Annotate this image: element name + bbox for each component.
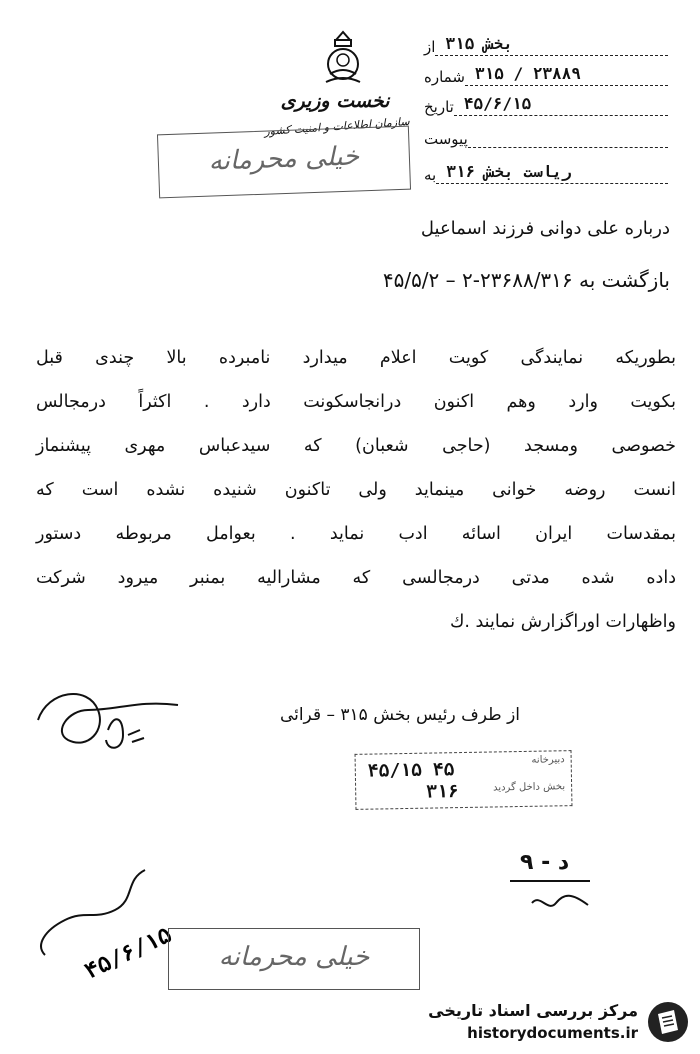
letter-body xyxy=(36,336,676,644)
reference-label: بازگشت به xyxy=(579,268,670,292)
reference-line xyxy=(383,268,670,292)
subject-line xyxy=(421,218,670,239)
from-value: بخش ۳۱۵ xyxy=(445,34,513,53)
margin-scribble xyxy=(530,893,590,913)
date-label: تاریخ xyxy=(424,98,454,116)
received-stamp-line1: دبیرخانه xyxy=(531,754,565,766)
number-value: ۳۱۵ / ۲۳۸۸۹ xyxy=(474,64,581,83)
archive-logo-icon xyxy=(646,1000,690,1044)
body-line: انست روضه خوانی مینماید ولی تاکنون شنیده نشده است که xyxy=(36,480,676,500)
number-label: شماره xyxy=(424,68,465,86)
body-line: بطوریکه نمایندگی کویت اعلام میدارد نامبرده بالا چندی قبل xyxy=(36,348,676,368)
from-label: از xyxy=(424,38,436,56)
number-row xyxy=(418,60,668,86)
margin-note-underline xyxy=(510,880,590,882)
watermark-title: مرکز بررسی اسناد تاریخی xyxy=(428,1001,638,1020)
received-stamp-date: ۴۵/۱۵ ۴۵ xyxy=(367,759,455,782)
handwritten-archive-note xyxy=(25,860,175,990)
to-value: ریاست بخش ۳۱۶ xyxy=(446,162,572,181)
subject-value: علی دوانی فرزند اسماعیل xyxy=(420,218,619,239)
svg-text:۴۵/۶/۱۵: ۴۵/۶/۱۵ xyxy=(81,922,175,985)
to-label: به xyxy=(424,166,437,184)
classification-stamp-bottom: خیلی محرمانه xyxy=(168,928,420,990)
subject-label: درباره xyxy=(624,218,670,239)
body-line: واظهارات اوراگزارش نمایند .ك xyxy=(449,612,676,632)
lion-and-sun-emblem-icon xyxy=(318,30,368,86)
margin-note: د - ۹ xyxy=(520,850,570,875)
received-stamp-number: ۳۱۶ xyxy=(426,781,459,803)
received-stamp xyxy=(355,750,573,810)
attachment-row xyxy=(418,122,668,148)
attachment-label: پیوست xyxy=(424,130,468,148)
office-title: نخست وزیری xyxy=(280,90,390,112)
date-value: ۴۵/۶/۱۵ xyxy=(463,94,532,113)
watermark xyxy=(428,996,690,1048)
watermark-url: historydocuments.ir xyxy=(467,1024,638,1042)
classification-stamp-top: خیلی محرمانه xyxy=(157,126,411,199)
signature-line: از طرف رئیس بخش ۳۱۵ – قرائی xyxy=(279,705,520,725)
from-row xyxy=(418,30,668,56)
body-line: داده شده مدتی درمجالسی که مشارالیه بمنبر میرود شرکت xyxy=(36,568,676,588)
handwritten-signature xyxy=(28,680,198,770)
reference-value: ۲۳۶۸۸/۳۱۶-۲ – ۴۵/۵/۲ xyxy=(382,268,573,292)
received-stamp-line2: بخش داخل گردید xyxy=(492,781,566,794)
body-line: بکویت وارد وهم اکنون درانجاسکونت دارد . اکثراً درمجالس xyxy=(36,392,676,412)
date-row xyxy=(418,90,668,116)
body-line: بمقدسات ایران اسائه ادب نماید . بعوامل مربوطه دستور xyxy=(36,524,676,544)
office-subtitle: سازمان اطلاعات و امنیت کشور xyxy=(263,114,411,139)
body-line: خصوصی ومسجد (حاجی شعبان) که سیدعباس مهری پیشنماز xyxy=(36,436,676,456)
to-row xyxy=(418,158,668,184)
